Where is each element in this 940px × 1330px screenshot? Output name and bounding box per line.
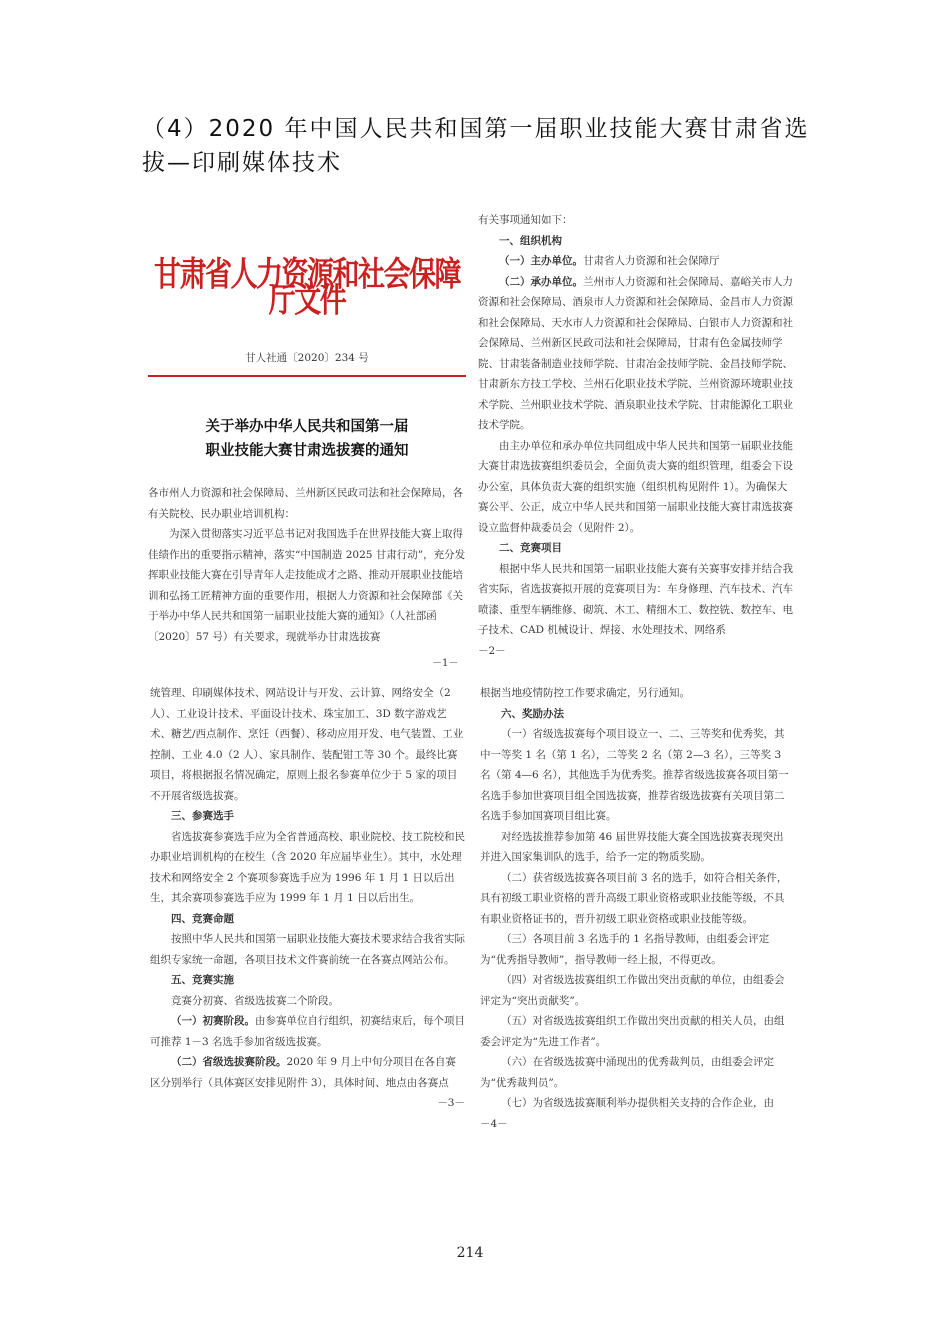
scan-page-4 (480, 683, 794, 1134)
paragraph-text: 2020 年 9 月上中旬分项目在各自赛区分别举行（具体赛区安排见附件 3），具体时间、地点由各赛点 (150, 1056, 456, 1089)
page-number: －3－ (437, 1097, 465, 1109)
paragraph: （七）为省级选拔赛顺利举办提供相关支持的合作企业，由 (501, 1097, 774, 1109)
paragraph: （一）省级选拔赛每个项目设立一、二、三等奖和优秀奖，其中一等奖 1 名（第 1 名），二等奖 2 名（第 2—3 名），三等奖 3 名（第 4—6 名），其他选手为优秀奖。推荐省级选拔赛各项目第一名选手参加世赛项目组全国选拔赛，推荐省级选拔赛有关项目第二名选手参加国赛项目组比赛。 (480, 728, 789, 822)
paragraph: 竞赛分初赛、省级选拔赛二个阶段。 (171, 994, 339, 1007)
paragraph: （二）获省级选拔赛各项目前 3 名的选手，如符合相关条件，具有初级工职业资格的晋升高级工职业资格或职业技能等级，不具有职业资格证书的，晋升初级工职业资格或职业技能等级。 (480, 871, 788, 925)
document-number: 甘人社通〔2020〕234 号 (245, 352, 369, 364)
paragraph: 根据当地疫情防控工作要求确定，另行通知。 (480, 687, 690, 699)
paragraph: 统管理、印刷媒体技术、网站设计与开发、云计算、网络安全（2 人）、工业设计技术、平面设计技术、珠宝加工、3D 数字游戏艺术、糖艺/西点制作、烹饪（西餐）、移动应用开发、电气装置、工业控制、工业 4.0（2 人）、家具制作、装配钳工等 30 个。最终比赛项目，将根据报名情况确定，原则上报名参赛单位少于 5 家的项目不开展省级选拔赛。 (150, 687, 464, 802)
section-heading: 六、奖励办法 (501, 707, 564, 720)
section-heading: 一、组织机构 (499, 234, 562, 247)
intro-paragraph: 为深入贯彻落实习近平总书记对我国选手在世界技能大赛上取得佳绩作出的重要指示精神，落实“中国制造 2025 甘肃行动”，充分发挥职业技能大赛在引导青年人走技能成才之路、推动开展职业技能培训和弘扬工匠精神方面的重要作用，根据人力资源和社会保障部《关于举办中华人民共和国第一届职业技能大赛的通知》（人社部函〔2020〕57 号）有关要求，现就举办甘肃选拔赛 (148, 528, 466, 643)
scan-page-3 (150, 683, 465, 1114)
paragraph: （四）对省级选拔赛组织工作做出突出贡献的单位，由组委会评定为“突出贡献奖”。 (480, 974, 785, 1007)
page-number: －1－ (432, 658, 459, 669)
notice-title-line-1: 关于举办中华人民共和国第一届 (205, 418, 409, 435)
section-heading: 五、竞赛实施 (171, 974, 234, 986)
page-heading: （4）2020 年中国人民共和国第一届职业技能大赛甘肃省选拔—印刷媒体技术 (142, 116, 810, 176)
paragraph-text: 兰州市人力资源和社会保障局、嘉峪关市人力资源和社会保障局、酒泉市人力资源和社会保障局、金昌市人力资源和社会保障局、天水市人力资源和社会保障局、白银市人力资源和社会保障局、兰州新区民政司法和社会保障局，甘肃有色金属技师学院、甘肃装备制造业技师学院、甘肃冶金技师学院、金昌技师学院、甘肃新东方技工学校、兰州石化职业技术学院、兰州资源环境职业技术学院、兰州职业技术学院、酒泉职业技术学院、甘肃能源化工职业技术学院。 (478, 275, 793, 431)
paragraph-label: （一）初赛阶段。 (171, 1015, 255, 1027)
paragraph: 根据中华人民共和国第一届职业技能大赛有关赛事安排并结合我省实际，省选拔赛拟开展的竞赛项目为：车身修理、汽车技术、汽车喷漆、重型车辆维修、砌筑、木工、精细木工、数控铣、数控车、电子技术、CAD 机械设计、焊接、水处理技术、网络系 (478, 562, 793, 636)
section-heading: 二、竞赛项目 (499, 542, 562, 554)
page-number: －2－ (478, 644, 506, 657)
red-divider (148, 375, 466, 377)
section-heading: 四、竞赛命题 (171, 912, 234, 925)
scan-page-1 (148, 250, 466, 670)
paragraph-text: 甘肃省人力资源和社会保障厅 (583, 255, 720, 267)
paragraph-label: （二）省级选拔赛阶段。 (171, 1056, 287, 1068)
paragraph-label: （一）主办单位。 (499, 255, 583, 267)
paragraph: （五）对省级选拔赛组织工作做出突出贡献的相关人员，由组委会评定为“先进工作者”。 (480, 1015, 785, 1048)
paragraph (150, 1011, 465, 1052)
section-heading: 三、参赛选手 (171, 810, 234, 822)
paragraph-text: 由参赛单位自行组织，初赛结束后，每个项目可推荐 1－3 名选手参加省级选拔赛。 (150, 1015, 465, 1048)
document-header: 甘肃省人力资源和社会保障厅文件 (154, 255, 460, 320)
paragraph: 按照中华人民共和国第一届职业技能大赛技术要求结合我省实际组织专家统一命题，各项目技术文件赛前统一在各赛点网站公布。 (150, 933, 465, 966)
paragraph: （三）各项目前 3 名选手的 1 名指导教师，由组委会评定为“优秀指导教师”，指导教师一经上报，不得更改。 (480, 933, 770, 966)
page-number: －4－ (480, 1117, 508, 1130)
notice-title (148, 415, 466, 463)
paragraph: 对经选拔推荐参加第 46 届世界技能大赛全国选拔赛表现突出并进入国家集训队的选手，给予一定的物质奖励。 (480, 830, 784, 863)
notice-title-line-2: 职业技能大赛甘肃选拔赛的通知 (205, 442, 409, 459)
paragraph: 省选拔赛参赛选手应为全省普通高校、职业院校、技工院校和民办职业培训机构的在校生（含 2020 年应届毕业生）。其中，水处理技术和网络安全 2 个赛项参赛选手应为 1996 年 1 月 1 日以后出生，其余赛项参赛选手应为 1999 年 1 月 1 日以后出生。 (150, 830, 465, 904)
folio-number: 214 (456, 1245, 484, 1261)
paragraph (478, 251, 794, 272)
paragraph (478, 272, 794, 436)
paragraph-label: （二）承办单位。 (499, 275, 583, 288)
lead-text: 有关事项通知如下： (478, 214, 573, 226)
scan-page-2 (478, 210, 794, 661)
paragraph (150, 1052, 465, 1093)
notice-body (148, 483, 466, 647)
paragraph: （六）在省级选拔赛中涌现出的优秀裁判员，由组委会评定为“优秀裁判员”。 (480, 1056, 774, 1089)
addressee: 各市州人力资源和社会保障局、兰州新区民政司法和社会保障局，各有关院校、民办职业培训机构： (148, 487, 463, 520)
paragraph: 由主办单位和承办单位共同组成中华人民共和国第一届职业技能大赛甘肃选拔赛组织委员会，全面负责大赛的组织管理，组委会下设办公室，具体负责大赛的组织实施（组织机构见附件 1）。为确保大赛公平、公正，成立中华人民共和国第一届职业技能大赛甘肃选拔赛设立监督仲裁委员会（见附件 2）。 (478, 439, 793, 534)
